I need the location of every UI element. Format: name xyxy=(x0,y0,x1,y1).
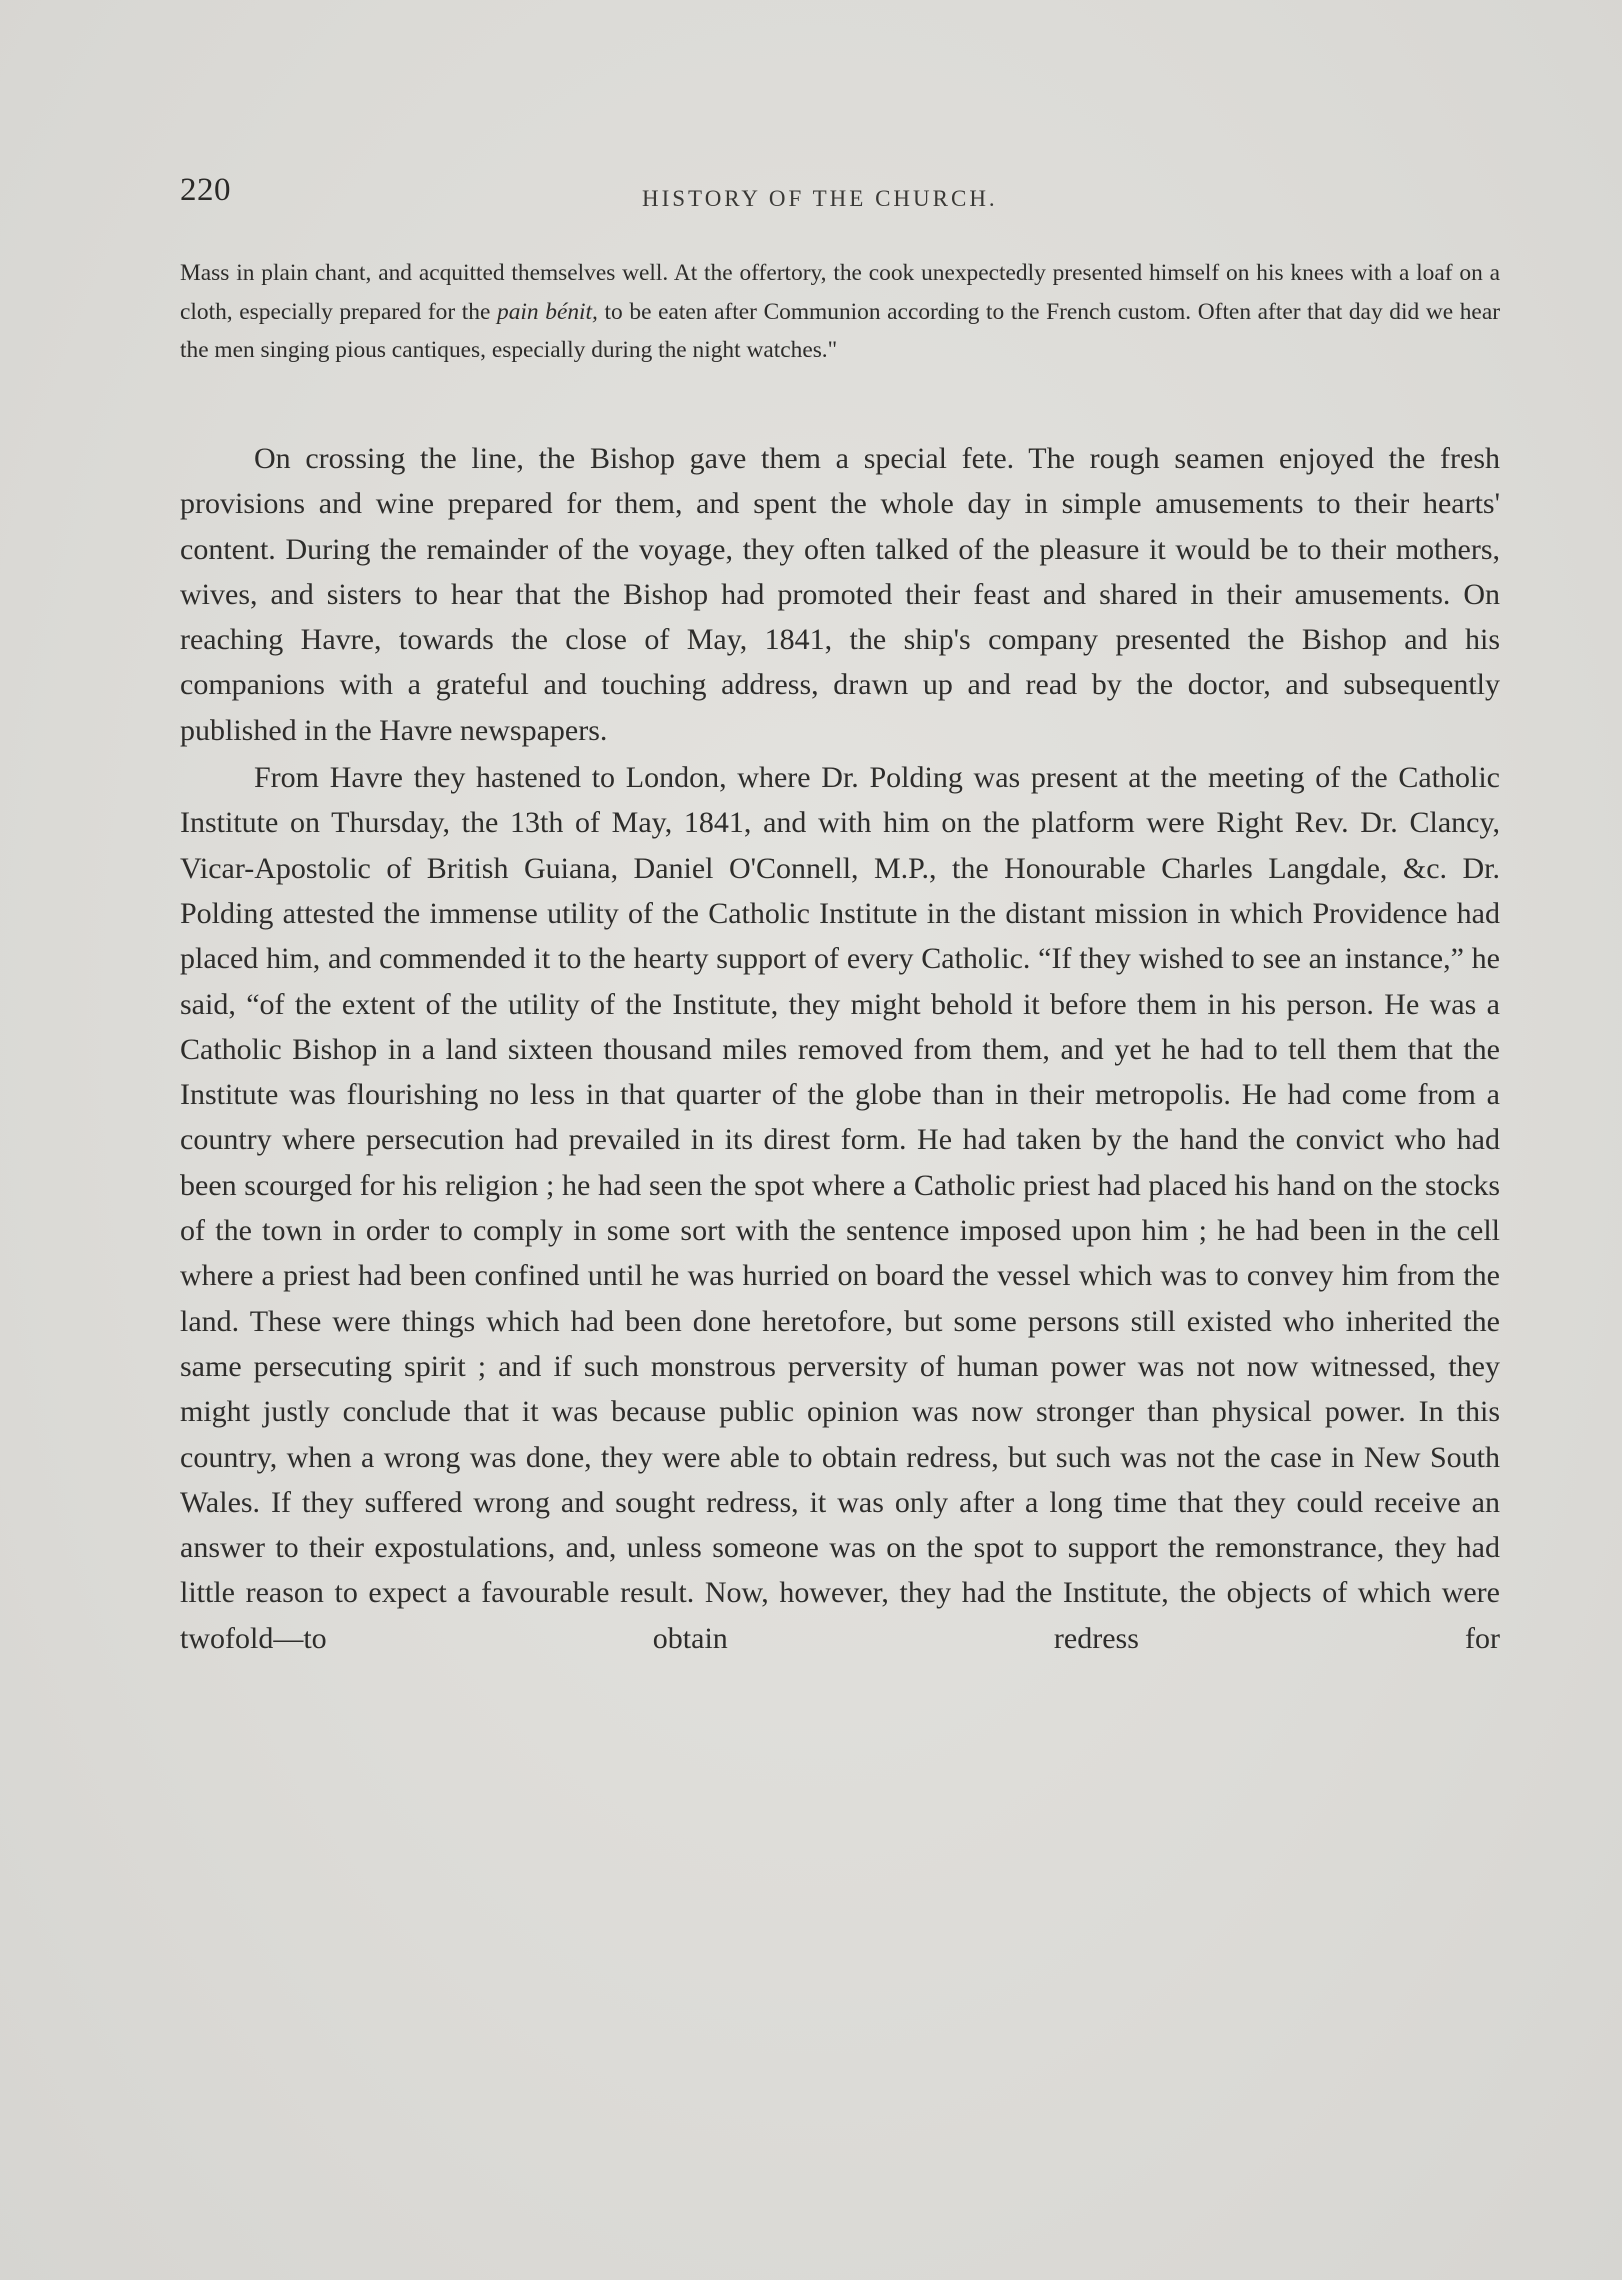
paragraph-london-meeting: From Havre they hastened to London, where Dr. Polding was present at the meeting of the Catholic Institute on Thursday, the 13th of May, 1841, and with him on the platform were Right Rev. Dr. Clancy, Vicar-Apostolic of British Guiana, Daniel O'Connell, M.P., the Honourable Charles Langdale, &c. Dr. Polding attested the immense utility of the Catholic Institute in the distant mission in which Providence had placed him, and commended it to the hearty support of every Catholic. “If they wished to see an instance,” he said, “of the extent of the utility of the Institute, they might behold it before them in his person. He was a Catholic Bishop in a land sixteen thousand miles removed from them, and yet he had to tell them that the Institute was flourishing no less in that quarter of the globe than in their metropolis. He had come from a country where persecution had prevailed in its direst form. He had taken by the hand the convict who had been scourged for his religion ; he had seen the spot where a Catholic priest had placed his hand on the stocks of the town in order to comply in some sort with the sentence imposed upon him ; he had been in the cell where a priest had been confined until he was hurried on board the vessel which was to convey him from the land. These were things which had been done heretofore, but some persons still existed who inherited the same persecuting spirit ; and if such monstrous perversity of human power was not now witnessed, they might justly conclude that it was because public opinion was now stronger than physical power. In this country, when a wrong was done, they were able to obtain redress, but such was not the case in New South Wales. If they suffered wrong and sought redress, it was only after a long time that they could receive an answer to their expostulations, and, unless someone was on the spot to support the remonstrance, they had little reason to expect a favourable result. Now, however, they had the Institute, the objects of which were twofold—to obtain redress for xyxy=(180,761,1500,1655)
paragraph-crossing-the-line: On crossing the line, the Bishop gave them a special fete. The rough seamen enjoyed the fresh provisions and wine prepared for them, and spent the whole day in simple amusements to their hearts' content. During the remainder of the voyage, they often talked of the pleasure it would be to their mothers, wives, and sisters to hear that the Bishop had promoted their feast and shared in their amusements. On reaching Havre, towards the close of May, 1841, the ship's company presented the Bishop and his companions with a grateful and touching address, drawn up and read by the doctor, and subsequently published in the Havre newspapers. xyxy=(180,442,1500,747)
quote-italic-term: pain bénit, xyxy=(497,298,598,325)
quote-paragraph xyxy=(180,254,1500,370)
body-text xyxy=(180,436,1500,1661)
quote-text-start: Mass in plain chant, and acquitted themselves well. At the offertory, the cook unexpectedly presented himself on his knees with a loaf on a cloth, especially prepared for the xyxy=(180,260,1500,325)
quoted-passage xyxy=(180,254,1500,370)
page-header xyxy=(180,172,1500,222)
quote-text-end: to be eaten after Communion according to the French custom. Often after that day did we hear the men singing pious cantiques, especially during the night watches." xyxy=(180,298,1500,364)
running-head: HISTORY OF THE CHURCH. xyxy=(642,186,998,211)
page-number: 220 xyxy=(180,172,231,208)
